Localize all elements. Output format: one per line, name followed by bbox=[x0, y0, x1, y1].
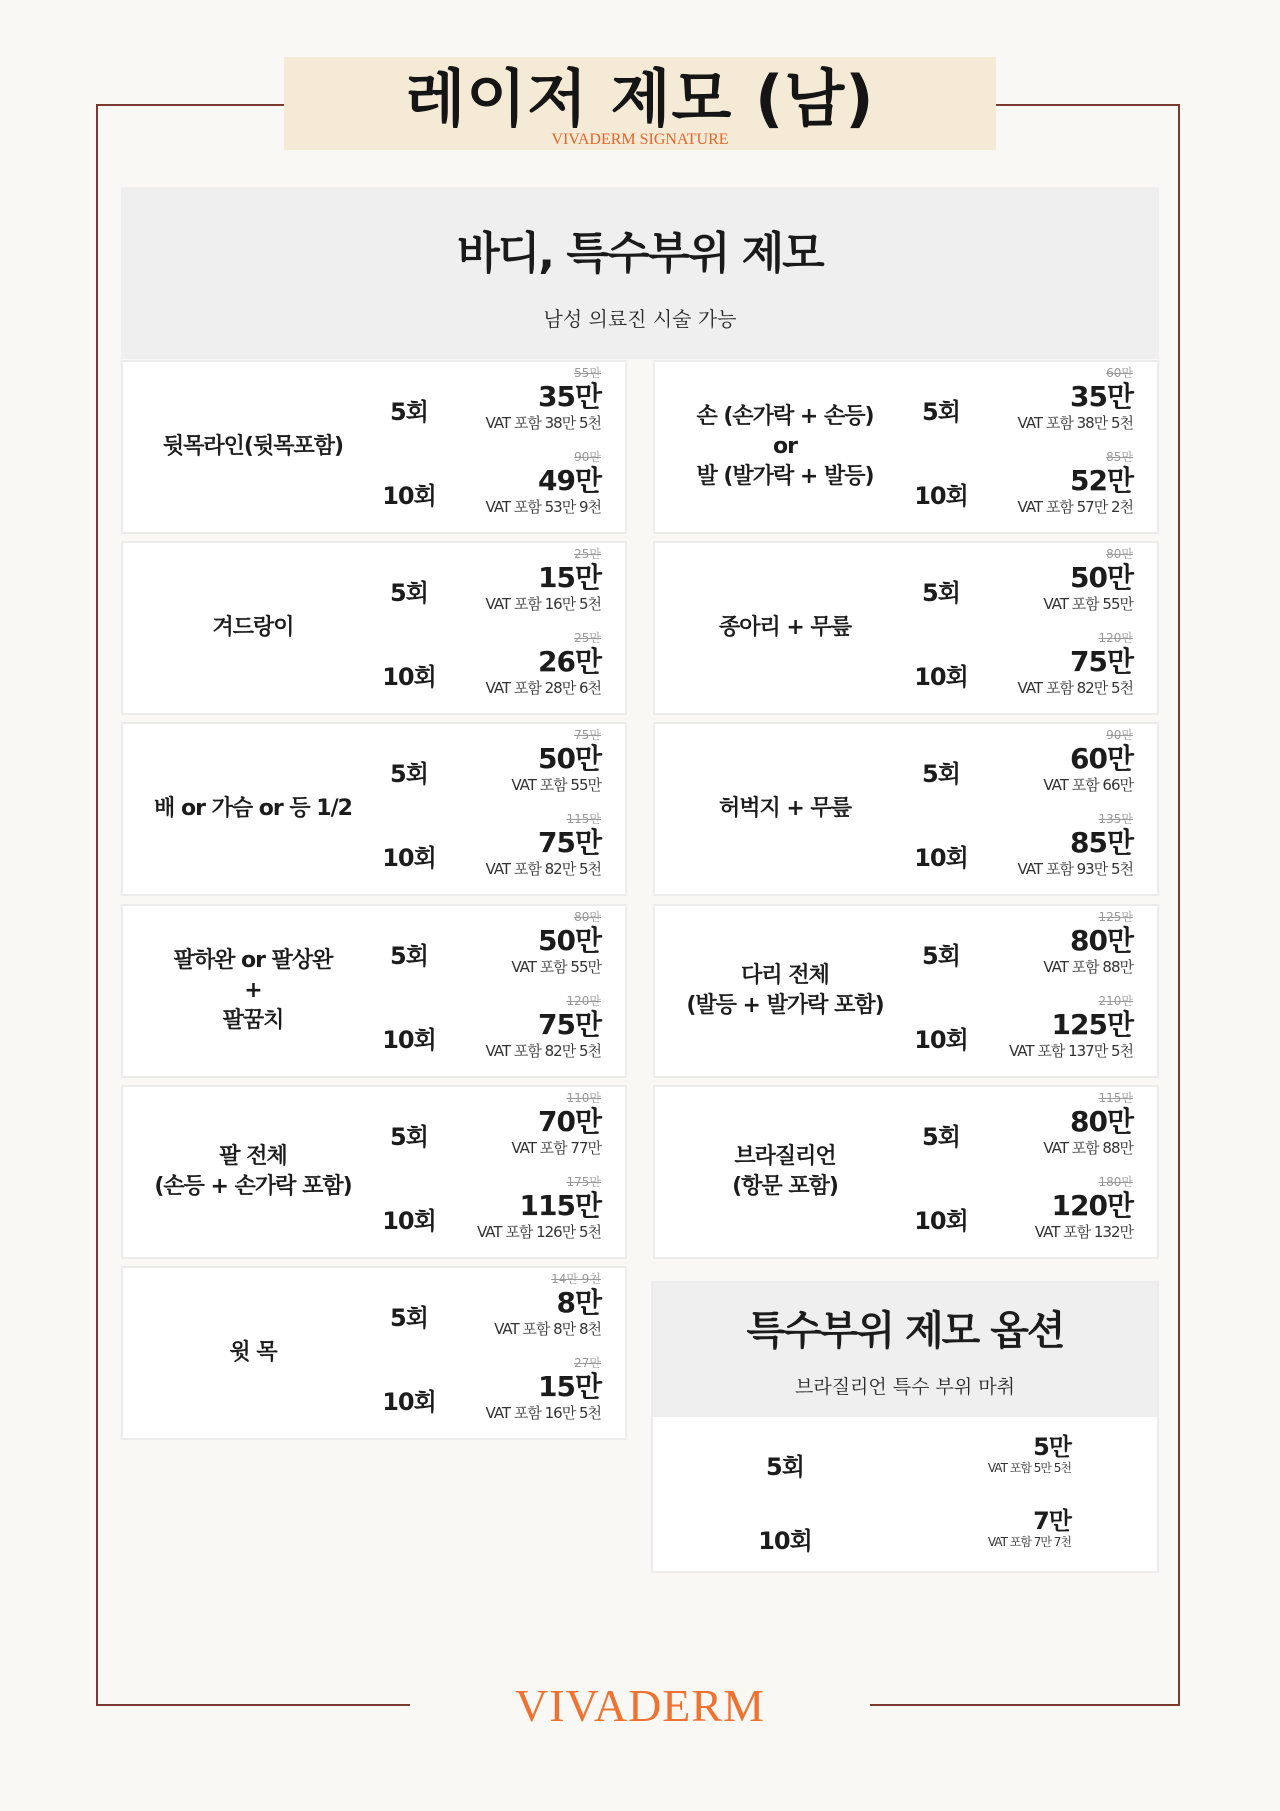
session-count: 10회 bbox=[382, 844, 436, 872]
session-count: 5회 bbox=[390, 1123, 428, 1151]
page-title: 레이저 제모 (남) bbox=[405, 62, 875, 135]
vat-price: VAT 포함 93만 5천 bbox=[1017, 860, 1133, 878]
treatment-area: 브라질리언 (항문 포함) bbox=[732, 1144, 838, 1199]
price-block bbox=[411, 1091, 601, 1157]
price-card bbox=[653, 722, 1159, 896]
price-row bbox=[123, 446, 625, 530]
price-block bbox=[411, 547, 601, 613]
session-count: 5회 bbox=[390, 579, 428, 607]
original-price: 90만 bbox=[1106, 728, 1133, 742]
sale-price: 15만 bbox=[537, 561, 601, 594]
price-block bbox=[411, 366, 601, 432]
session-count: 5회 bbox=[766, 1453, 804, 1481]
option-row bbox=[653, 1425, 1157, 1499]
price-block bbox=[881, 1507, 1071, 1549]
price-row bbox=[123, 627, 625, 711]
sale-price: 35만 bbox=[1069, 380, 1133, 413]
vat-price: VAT 포함 82만 5천 bbox=[1017, 679, 1133, 697]
session-count: 10회 bbox=[382, 1026, 436, 1054]
session-count: 10회 bbox=[914, 663, 968, 691]
sale-price: 50만 bbox=[1069, 561, 1133, 594]
session-count: 5회 bbox=[922, 398, 960, 426]
vat-price: VAT 포함 55만 bbox=[511, 776, 601, 794]
original-price: 90만 bbox=[574, 450, 601, 464]
price-row bbox=[655, 543, 1157, 627]
price-block bbox=[943, 547, 1133, 613]
price-row bbox=[655, 627, 1157, 711]
vat-price: VAT 포함 66만 bbox=[1043, 776, 1133, 794]
price-block bbox=[943, 366, 1133, 432]
sale-price: 7만 bbox=[1033, 1507, 1071, 1535]
original-price: 115만 bbox=[566, 812, 601, 826]
price-block bbox=[411, 450, 601, 516]
sale-price: 50만 bbox=[537, 924, 601, 957]
price-block bbox=[943, 728, 1133, 794]
price-row bbox=[123, 808, 625, 892]
price-block bbox=[411, 1356, 601, 1422]
price-row bbox=[123, 1352, 625, 1436]
sale-price: 115만 bbox=[519, 1189, 601, 1222]
sale-price: 75만 bbox=[537, 826, 601, 859]
price-row bbox=[123, 362, 625, 446]
price-row bbox=[123, 906, 625, 990]
price-card bbox=[121, 722, 627, 896]
session-count: 10회 bbox=[758, 1527, 812, 1555]
session-count: 5회 bbox=[390, 760, 428, 788]
vat-price: VAT 포함 82만 5천 bbox=[485, 860, 601, 878]
session-count: 10회 bbox=[382, 482, 436, 510]
vat-price: VAT 포함 38만 5천 bbox=[1017, 414, 1133, 432]
page-subtitle: VIVADERM SIGNATURE bbox=[551, 131, 729, 148]
original-price: 120만 bbox=[1098, 631, 1133, 645]
price-row bbox=[123, 1171, 625, 1255]
price-card bbox=[653, 360, 1159, 534]
treatment-area: 손 (손가락 + 손등) or 발 (발가락 + 발등) bbox=[696, 404, 874, 489]
vat-price: VAT 포함 126만 5천 bbox=[477, 1223, 601, 1241]
price-block bbox=[411, 728, 601, 794]
vat-price: VAT 포함 132만 bbox=[1034, 1223, 1133, 1241]
treatment-area: 팔 전체 (손등 + 손가락 포함) bbox=[154, 1144, 352, 1199]
section-title: 바디, 특수부위 제모 bbox=[457, 228, 823, 279]
vat-price: VAT 포함 38만 5천 bbox=[485, 414, 601, 432]
treatment-area: 겨드랑이 bbox=[212, 615, 294, 640]
sale-price: 15만 bbox=[537, 1370, 601, 1403]
original-price: 80만 bbox=[1106, 547, 1133, 561]
price-card bbox=[653, 904, 1159, 1078]
session-count: 5회 bbox=[390, 398, 428, 426]
vat-price: VAT 포함 53만 9천 bbox=[485, 498, 601, 516]
price-row bbox=[123, 990, 625, 1074]
session-count: 5회 bbox=[922, 942, 960, 970]
price-row bbox=[123, 543, 625, 627]
price-block bbox=[411, 1175, 601, 1241]
price-block bbox=[411, 994, 601, 1060]
original-price: 27만 bbox=[574, 1356, 601, 1370]
price-block bbox=[411, 910, 601, 976]
treatment-area: 윗 목 bbox=[229, 1340, 277, 1365]
sale-price: 120만 bbox=[1051, 1189, 1133, 1222]
price-card bbox=[121, 1085, 627, 1259]
section-header bbox=[121, 187, 1159, 359]
session-count: 10회 bbox=[914, 1026, 968, 1054]
session-count: 10회 bbox=[914, 482, 968, 510]
sale-price: 49만 bbox=[537, 464, 601, 497]
sale-price: 26만 bbox=[537, 645, 601, 678]
price-card bbox=[121, 1266, 627, 1440]
price-row bbox=[655, 1087, 1157, 1171]
original-price: 25만 bbox=[574, 547, 601, 561]
price-row bbox=[123, 1087, 625, 1171]
session-count: 5회 bbox=[390, 1304, 428, 1332]
price-block bbox=[943, 450, 1133, 516]
sale-price: 8만 bbox=[556, 1286, 601, 1319]
price-block bbox=[881, 1433, 1071, 1475]
vat-price: VAT 포함 8만 8천 bbox=[494, 1320, 601, 1338]
price-row bbox=[655, 724, 1157, 808]
treatment-area: 종아리 + 무릎 bbox=[718, 615, 851, 640]
price-card bbox=[653, 1085, 1159, 1259]
vat-price: VAT 포함 55만 bbox=[1043, 595, 1133, 613]
price-row bbox=[655, 808, 1157, 892]
vat-price: VAT 포함 137만 5천 bbox=[1009, 1042, 1133, 1060]
title-banner bbox=[284, 57, 996, 150]
sale-price: 80만 bbox=[1069, 924, 1133, 957]
session-count: 5회 bbox=[922, 760, 960, 788]
sale-price: 85만 bbox=[1069, 826, 1133, 859]
price-row bbox=[655, 1171, 1157, 1255]
price-card bbox=[121, 541, 627, 715]
vat-price: VAT 포함 88만 bbox=[1043, 958, 1133, 976]
vat-price: VAT 포함 16만 5천 bbox=[485, 595, 601, 613]
footer-brand: VIVADERM bbox=[515, 1680, 765, 1731]
price-row bbox=[655, 446, 1157, 530]
sale-price: 75만 bbox=[537, 1008, 601, 1041]
original-price: 175만 bbox=[566, 1175, 601, 1189]
sale-price: 80만 bbox=[1069, 1105, 1133, 1138]
vat-price: VAT 포함 16만 5천 bbox=[485, 1404, 601, 1422]
option-header bbox=[653, 1283, 1157, 1417]
session-count: 10회 bbox=[382, 663, 436, 691]
original-price: 55만 bbox=[574, 366, 601, 380]
price-block bbox=[943, 1091, 1133, 1157]
price-row bbox=[123, 1268, 625, 1352]
session-count: 10회 bbox=[914, 844, 968, 872]
sale-price: 70만 bbox=[537, 1105, 601, 1138]
price-block bbox=[943, 994, 1133, 1060]
section-subtitle: 남성 의료진 시술 가능 bbox=[543, 307, 737, 331]
original-price: 210만 bbox=[1098, 994, 1133, 1008]
option-card bbox=[651, 1281, 1159, 1573]
original-price: 135만 bbox=[1098, 812, 1133, 826]
original-price: 14만 9천 bbox=[551, 1272, 601, 1286]
vat-price: VAT 포함 77만 bbox=[511, 1139, 601, 1157]
vat-price: VAT 포함 82만 5천 bbox=[485, 1042, 601, 1060]
sale-price: 60만 bbox=[1069, 742, 1133, 775]
price-card bbox=[121, 904, 627, 1078]
price-row bbox=[655, 906, 1157, 990]
original-price: 75만 bbox=[574, 728, 601, 742]
treatment-area: 배 or 가슴 or 등 1/2 bbox=[154, 796, 352, 821]
session-count: 10회 bbox=[914, 1207, 968, 1235]
sale-price: 35만 bbox=[537, 380, 601, 413]
original-price: 125만 bbox=[1098, 910, 1133, 924]
original-price: 110만 bbox=[566, 1091, 601, 1105]
price-row bbox=[123, 724, 625, 808]
option-subtitle: 브라질리언 특수 부위 마취 bbox=[794, 1376, 1015, 1398]
price-block bbox=[943, 631, 1133, 697]
price-card bbox=[653, 541, 1159, 715]
option-title: 특수부위 제모 옵션 bbox=[746, 1308, 1064, 1354]
vat-price: VAT 포함 28만 6천 bbox=[485, 679, 601, 697]
footer bbox=[410, 1666, 870, 1746]
price-card bbox=[121, 360, 627, 534]
price-block bbox=[943, 812, 1133, 878]
price-block bbox=[411, 631, 601, 697]
sale-price: 52만 bbox=[1069, 464, 1133, 497]
price-row bbox=[655, 362, 1157, 446]
original-price: 25만 bbox=[574, 631, 601, 645]
session-count: 5회 bbox=[390, 942, 428, 970]
sale-price: 50만 bbox=[537, 742, 601, 775]
session-count: 5회 bbox=[922, 579, 960, 607]
original-price: 80만 bbox=[574, 910, 601, 924]
original-price: 85만 bbox=[1106, 450, 1133, 464]
option-row bbox=[653, 1499, 1157, 1573]
sale-price: 75만 bbox=[1069, 645, 1133, 678]
treatment-area: 팔하완 or 팔상완 + 팔꿈치 bbox=[173, 948, 333, 1033]
price-block bbox=[411, 812, 601, 878]
price-block bbox=[411, 1272, 601, 1338]
session-count: 5회 bbox=[922, 1123, 960, 1151]
original-price: 115만 bbox=[1098, 1091, 1133, 1105]
sale-price: 125만 bbox=[1051, 1008, 1133, 1041]
treatment-area: 뒷목라인(뒷목포함) bbox=[162, 434, 344, 459]
vat-price: VAT 포함 5만 5천 bbox=[987, 1461, 1071, 1475]
session-count: 10회 bbox=[382, 1207, 436, 1235]
vat-price: VAT 포함 55만 bbox=[511, 958, 601, 976]
vat-price: VAT 포함 7만 7천 bbox=[987, 1535, 1071, 1549]
price-row bbox=[655, 990, 1157, 1074]
vat-price: VAT 포함 57만 2천 bbox=[1017, 498, 1133, 516]
price-block bbox=[943, 1175, 1133, 1241]
sale-price: 5만 bbox=[1033, 1433, 1071, 1461]
original-price: 120만 bbox=[566, 994, 601, 1008]
treatment-area: 허벅지 + 무릎 bbox=[718, 796, 851, 821]
price-block bbox=[943, 910, 1133, 976]
original-price: 180만 bbox=[1098, 1175, 1133, 1189]
session-count: 10회 bbox=[382, 1388, 436, 1416]
treatment-area: 다리 전체 (발등 + 발가락 포함) bbox=[686, 963, 884, 1018]
original-price: 60만 bbox=[1106, 366, 1133, 380]
vat-price: VAT 포함 88만 bbox=[1043, 1139, 1133, 1157]
